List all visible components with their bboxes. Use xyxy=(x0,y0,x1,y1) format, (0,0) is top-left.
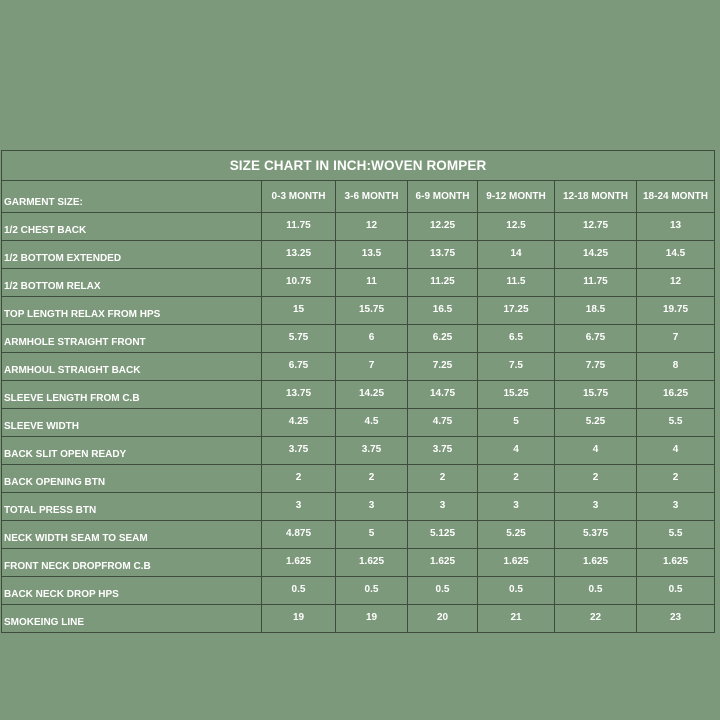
measurement-value: 1.625 xyxy=(478,549,555,577)
measurement-value: 11.25 xyxy=(408,269,478,297)
measurement-value: 13 xyxy=(637,213,715,241)
measurement-value: 12.5 xyxy=(478,213,555,241)
measurement-value: 0.5 xyxy=(262,577,336,605)
measurement-label: TOP LENGTH RELAX FROM HPS xyxy=(2,297,262,325)
measurement-value: 14 xyxy=(478,241,555,269)
measurement-value: 4 xyxy=(637,437,715,465)
size-header: 6-9 MONTH xyxy=(408,181,478,213)
table-row xyxy=(2,521,715,549)
measurement-value: 23 xyxy=(637,605,715,633)
measurement-value: 12 xyxy=(336,213,408,241)
measurement-value: 3 xyxy=(637,493,715,521)
size-header: 3-6 MONTH xyxy=(336,181,408,213)
size-chart xyxy=(1,150,714,633)
measurement-value: 13.75 xyxy=(408,241,478,269)
measurement-value: 7.75 xyxy=(555,353,637,381)
measurement-value: 3 xyxy=(408,493,478,521)
measurement-value: 4 xyxy=(478,437,555,465)
measurement-label: BACK SLIT OPEN READY xyxy=(2,437,262,465)
measurement-value: 4.75 xyxy=(408,409,478,437)
measurement-value: 16.5 xyxy=(408,297,478,325)
measurement-value: 6.75 xyxy=(262,353,336,381)
table-row xyxy=(2,409,715,437)
measurement-value: 0.5 xyxy=(408,577,478,605)
measurement-value: 15.75 xyxy=(336,297,408,325)
measurement-value: 3 xyxy=(555,493,637,521)
measurement-value: 6.5 xyxy=(478,325,555,353)
measurement-value: 13.5 xyxy=(336,241,408,269)
measurement-value: 16.25 xyxy=(637,381,715,409)
measurement-value: 0.5 xyxy=(336,577,408,605)
measurement-label: 1/2 CHEST BACK xyxy=(2,213,262,241)
measurement-value: 1.625 xyxy=(262,549,336,577)
measurement-value: 14.25 xyxy=(555,241,637,269)
measurement-value: 11.5 xyxy=(478,269,555,297)
measurement-value: 15 xyxy=(262,297,336,325)
measurement-value: 4.875 xyxy=(262,521,336,549)
measurement-value: 7 xyxy=(637,325,715,353)
measurement-value: 5.125 xyxy=(408,521,478,549)
measurement-value: 14.75 xyxy=(408,381,478,409)
measurement-label: BACK OPENING BTN xyxy=(2,465,262,493)
measurement-label: FRONT NECK DROPFROM C.B xyxy=(2,549,262,577)
measurement-value: 5 xyxy=(336,521,408,549)
table-row xyxy=(2,493,715,521)
measurement-value: 17.25 xyxy=(478,297,555,325)
measurement-value: 0.5 xyxy=(555,577,637,605)
measurement-value: 0.5 xyxy=(478,577,555,605)
measurement-label: NECK WIDTH SEAM TO SEAM xyxy=(2,521,262,549)
measurement-value: 19.75 xyxy=(637,297,715,325)
measurement-value: 3 xyxy=(262,493,336,521)
measurement-value: 11 xyxy=(336,269,408,297)
measurement-value: 8 xyxy=(637,353,715,381)
measurement-value: 2 xyxy=(555,465,637,493)
measurement-value: 3 xyxy=(478,493,555,521)
measurement-value: 4.5 xyxy=(336,409,408,437)
measurement-value: 5.25 xyxy=(555,409,637,437)
measurement-value: 15.75 xyxy=(555,381,637,409)
measurement-value: 22 xyxy=(555,605,637,633)
measurement-value: 21 xyxy=(478,605,555,633)
table-row xyxy=(2,297,715,325)
measurement-value: 20 xyxy=(408,605,478,633)
measurement-value: 13.75 xyxy=(262,381,336,409)
measurement-label: ARMHOUL STRAIGHT BACK xyxy=(2,353,262,381)
measurement-value: 5 xyxy=(478,409,555,437)
measurement-value: 15.25 xyxy=(478,381,555,409)
size-header: 9-12 MONTH xyxy=(478,181,555,213)
measurement-value: 5.5 xyxy=(637,521,715,549)
table-row xyxy=(2,605,715,633)
measurement-value: 19 xyxy=(336,605,408,633)
measurement-value: 4.25 xyxy=(262,409,336,437)
measurement-value: 13.25 xyxy=(262,241,336,269)
measurement-value: 2 xyxy=(336,465,408,493)
measurement-value: 12 xyxy=(637,269,715,297)
size-header: 18-24 MONTH xyxy=(637,181,715,213)
measurement-label: TOTAL PRESS BTN xyxy=(2,493,262,521)
size-header: 0-3 MONTH xyxy=(262,181,336,213)
measurement-label: 1/2 BOTTOM EXTENDED xyxy=(2,241,262,269)
measurement-value: 1.625 xyxy=(555,549,637,577)
size-header: 12-18 MONTH xyxy=(555,181,637,213)
measurement-value: 5.5 xyxy=(637,409,715,437)
table-row xyxy=(2,213,715,241)
measurement-value: 4 xyxy=(555,437,637,465)
table-row xyxy=(2,549,715,577)
measurement-value: 2 xyxy=(637,465,715,493)
measurement-value: 7.25 xyxy=(408,353,478,381)
measurement-label: 1/2 BOTTOM RELAX xyxy=(2,269,262,297)
measurement-value: 2 xyxy=(262,465,336,493)
measurement-value: 3 xyxy=(336,493,408,521)
measurement-value: 2 xyxy=(408,465,478,493)
measurement-label: BACK NECK DROP HPS xyxy=(2,577,262,605)
measurement-value: 12.75 xyxy=(555,213,637,241)
measurement-value: 19 xyxy=(262,605,336,633)
measurement-label: SLEEVE WIDTH xyxy=(2,409,262,437)
measurement-label: SLEEVE LENGTH FROM C.B xyxy=(2,381,262,409)
measurement-value: 1.625 xyxy=(408,549,478,577)
measurement-value: 6 xyxy=(336,325,408,353)
table-row xyxy=(2,577,715,605)
measurement-value: 0.5 xyxy=(637,577,715,605)
measurement-value: 3.75 xyxy=(262,437,336,465)
measurement-value: 2 xyxy=(478,465,555,493)
measurement-value: 5.75 xyxy=(262,325,336,353)
measurement-value: 6.75 xyxy=(555,325,637,353)
measurement-value: 12.25 xyxy=(408,213,478,241)
size-table xyxy=(1,150,715,633)
measurement-value: 3.75 xyxy=(336,437,408,465)
measurement-value: 11.75 xyxy=(262,213,336,241)
measurement-value: 3.75 xyxy=(408,437,478,465)
table-row xyxy=(2,437,715,465)
measurement-value: 7.5 xyxy=(478,353,555,381)
chart-title: SIZE CHART IN INCH:WOVEN ROMPER xyxy=(2,151,715,181)
header-label: GARMENT SIZE: xyxy=(2,181,262,213)
table-row xyxy=(2,325,715,353)
measurement-value: 5.375 xyxy=(555,521,637,549)
measurement-value: 14.25 xyxy=(336,381,408,409)
measurement-value: 11.75 xyxy=(555,269,637,297)
measurement-label: ARMHOLE STRAIGHT FRONT xyxy=(2,325,262,353)
table-row xyxy=(2,353,715,381)
measurement-label: SMOKEING LINE xyxy=(2,605,262,633)
table-row xyxy=(2,381,715,409)
measurement-value: 6.25 xyxy=(408,325,478,353)
measurement-value: 1.625 xyxy=(637,549,715,577)
measurement-value: 1.625 xyxy=(336,549,408,577)
table-row xyxy=(2,465,715,493)
measurement-value: 14.5 xyxy=(637,241,715,269)
header-row xyxy=(2,181,715,213)
measurement-value: 5.25 xyxy=(478,521,555,549)
table-row xyxy=(2,269,715,297)
measurement-value: 10.75 xyxy=(262,269,336,297)
table-row xyxy=(2,241,715,269)
measurement-value: 18.5 xyxy=(555,297,637,325)
measurement-value: 7 xyxy=(336,353,408,381)
